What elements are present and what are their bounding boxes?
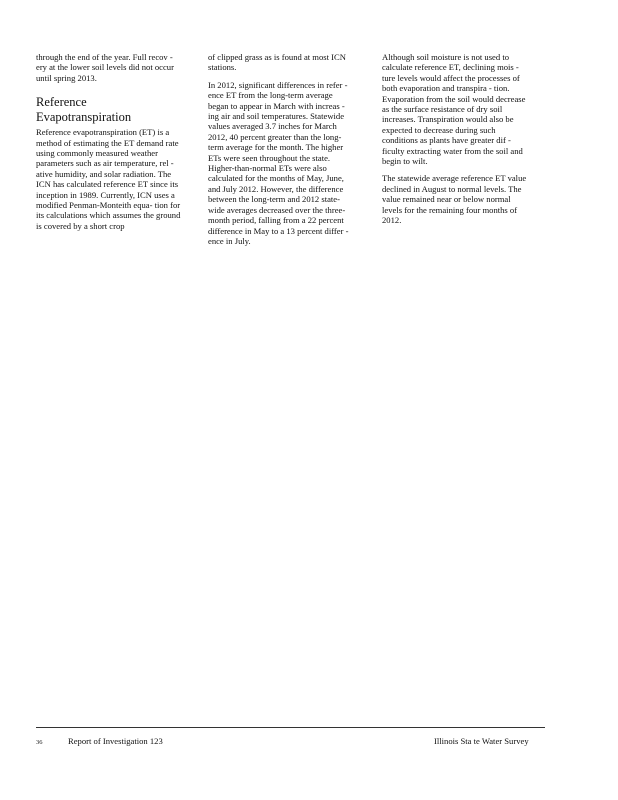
footer-rule [36,727,545,728]
august-et-paragraph: The statewide average reference ET value declined in August to normal levels. The value remained near or below normal levels for the remaining four months of 2012. [382,173,527,226]
organization-name: Illinois Sta te Water Survey [434,736,529,746]
section-heading: Reference Evapotranspiration [36,95,132,125]
page-number: 36 [36,739,43,746]
report-title: Report of Investigation 123 [68,736,163,746]
soil-moisture-paragraph: Although soil moisture is not used to calculate reference ET, declining mois - ture levels would affect the processes of both evaporation and transpira - tion. Evaporation from the soil would decrease as the surface resistance of dry soil increases. Transpiration would also be expected to decrease during such conditions as plants have greater dif - ficulty extracting water from the soil and begin to wilt. [382,52,526,167]
et-2012-paragraph: In 2012, significant differences in refer - ence ET from the long-term average began to appear in March with increas - ing air and soil temperatures. Statewide values averaged 3.7 inches for March 2012, 40 percent greater than the long- term average for the month. The higher ETs were seen throughout the state. Higher-than-normal ETs were also calculated for the months of May, June, and July 2012. However, the difference between the long-term and 2012 state- wide averages decreased over the three- month period, falling from a 22 percent difference in May to a 13 percent differ - ence in July. [208,79,349,246]
reference-et-paragraph: Reference evapotranspiration (ET) is a method of estimating the ET demand rate using commonly measured weather parameters such as air temperature, rel - ative humidity, and solar radiation. The ICN has calculated reference ET since its inception in 1989. Currently, ICN uses a modified Penman-Monteith equa- tion for its calculations which assumes the ground is covered by a short crop [36,127,181,231]
continued-paragraph: of clipped grass as is found at most ICN stations. [208,52,346,73]
text-column-1 [36,52,183,238]
text-column-3 [382,52,529,233]
text-column-2 [208,52,355,253]
continued-paragraph: through the end of the year. Full recov - ery at the lower soil levels did not occur until spring 2013. [36,52,174,83]
